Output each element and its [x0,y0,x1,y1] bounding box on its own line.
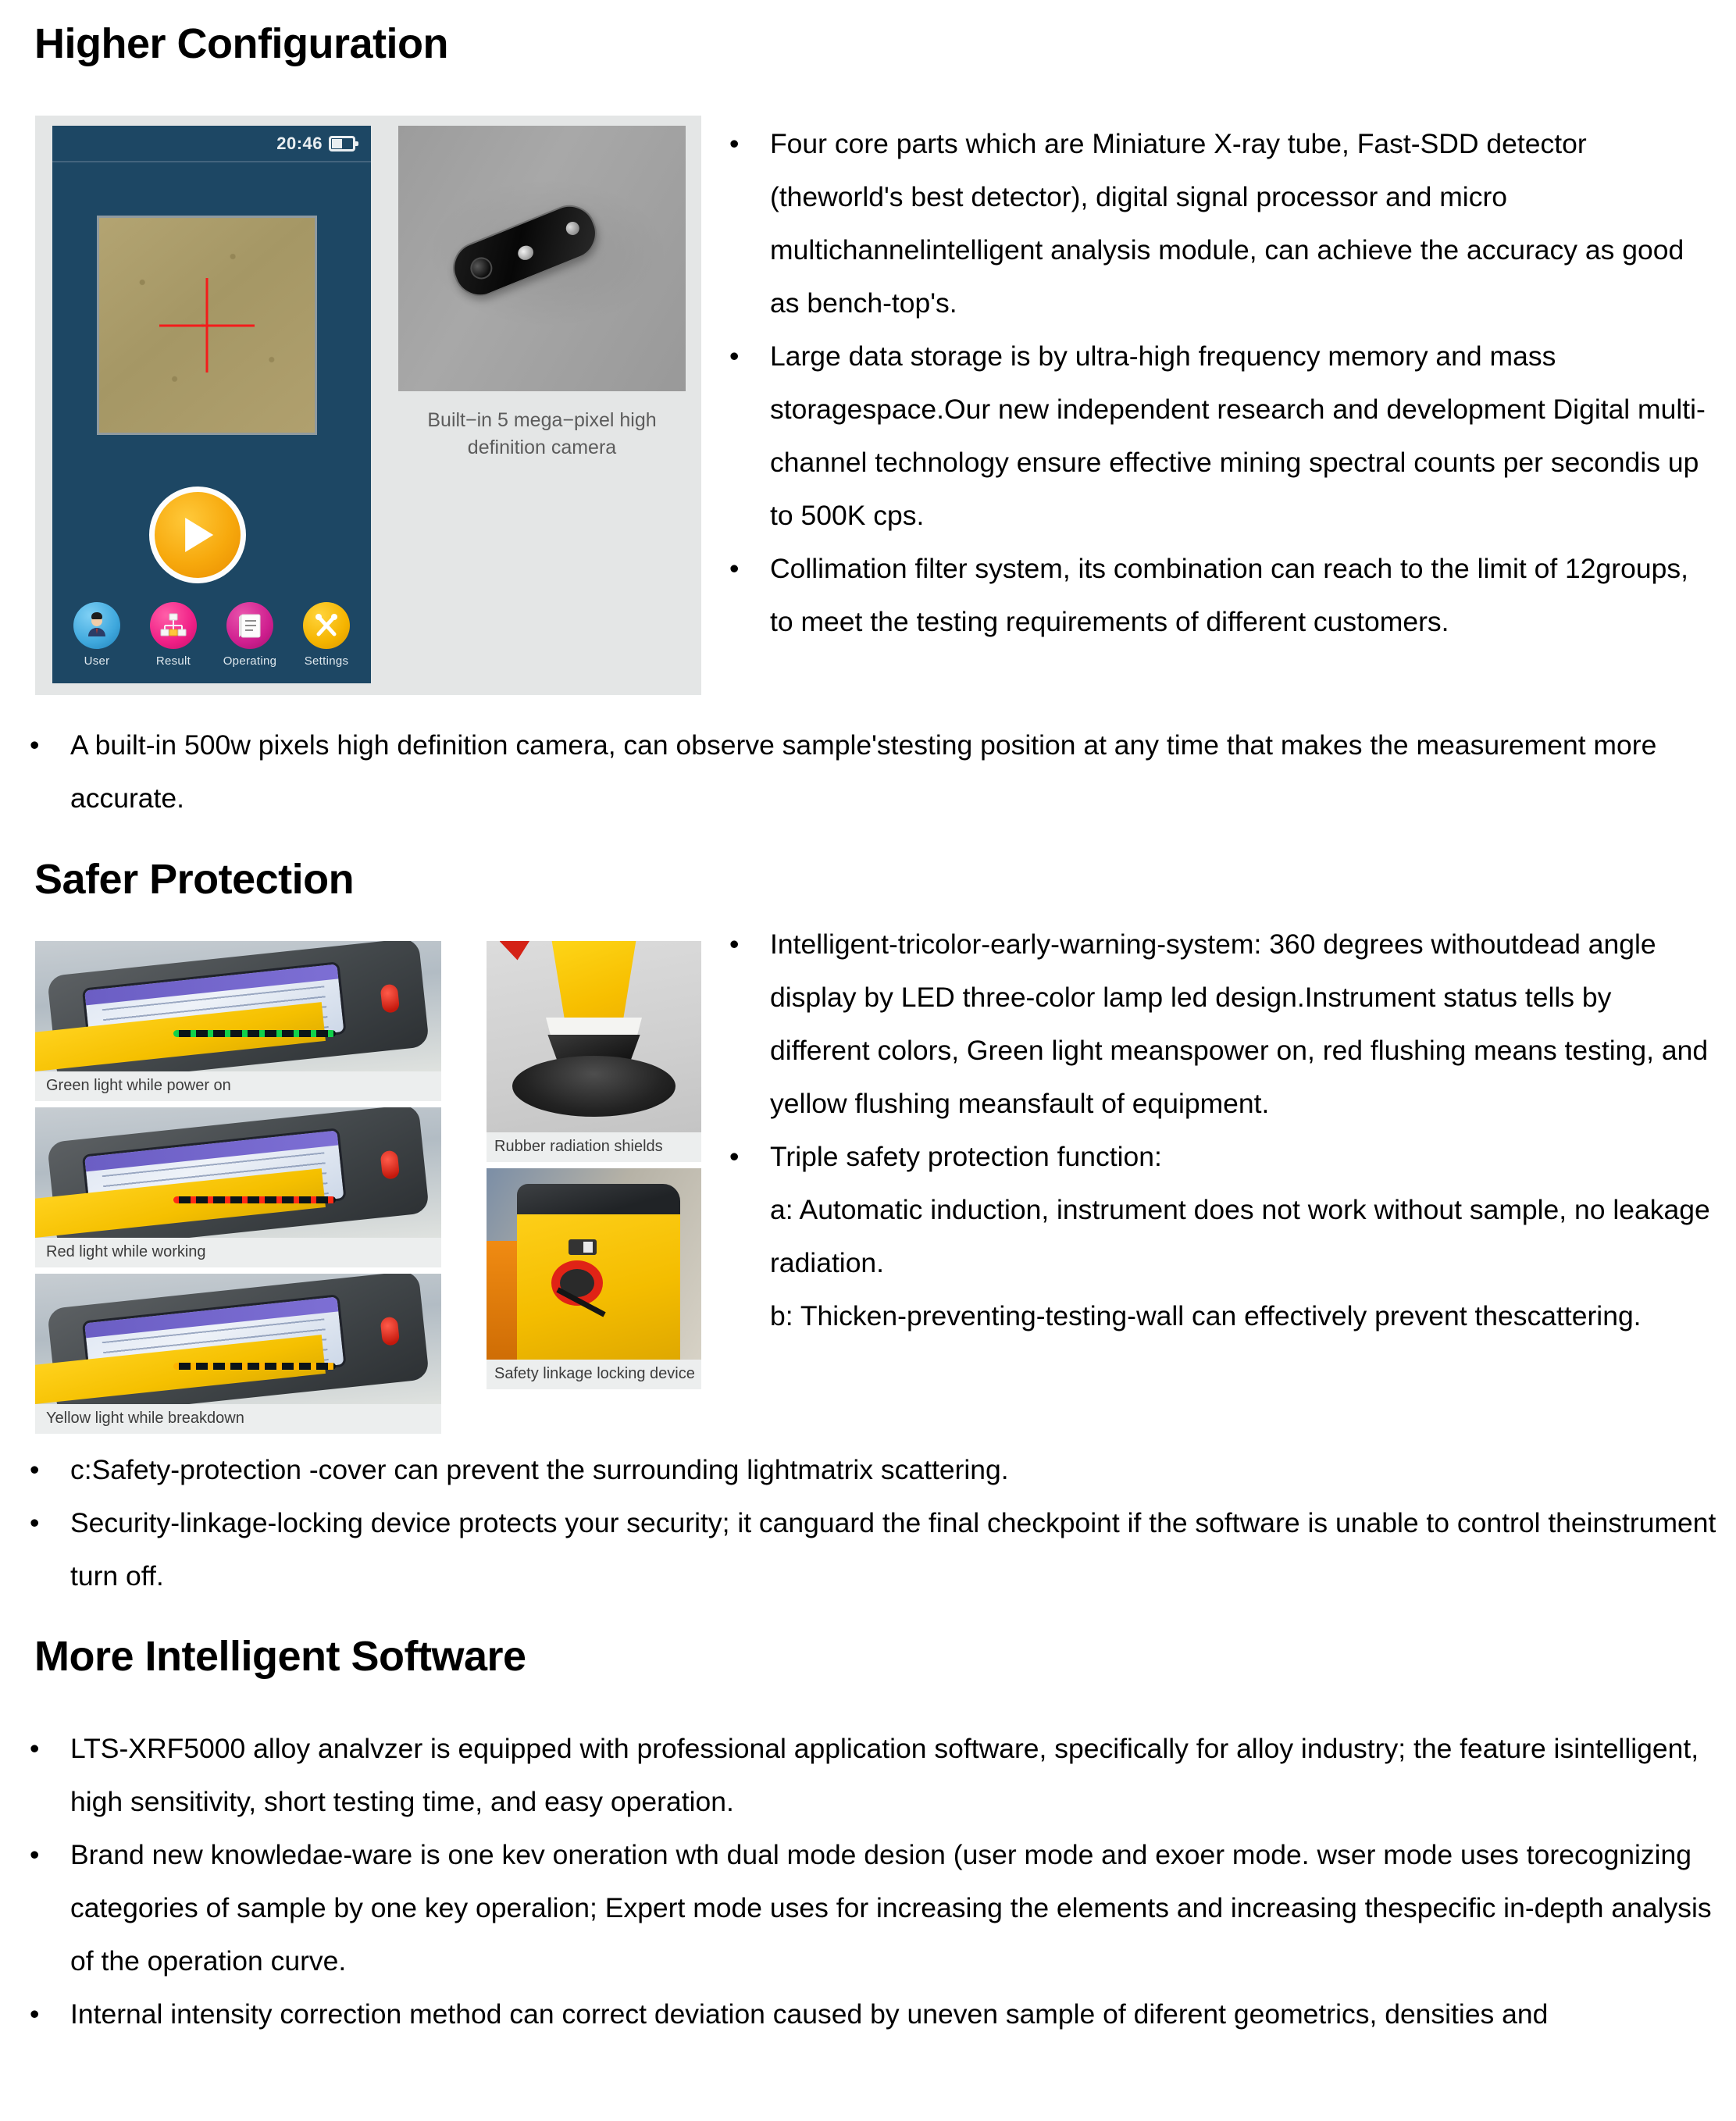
device-power-button [380,1150,400,1180]
led-indicator-green [173,1030,336,1037]
nav-item-settings[interactable] [294,602,359,668]
list-item-text: Four core parts which are Miniature X-ray tube, Fast-SDD detector (theworld's best detector), digital signal processor and micro multichannelintelligent analysis module, can achieve the accuracy as good as bench-top's. [770,128,1684,319]
document-icon [226,602,273,649]
device-bottom-nav [52,602,371,668]
device-photo-red [35,1107,441,1238]
device-status-bar [52,126,371,162]
lock-background-accent [487,1241,521,1360]
nav-item-user[interactable] [64,602,130,668]
network-icon [150,602,197,649]
led-indicator-yellow [173,1363,336,1370]
photo-caption: Red light while working [35,1238,441,1267]
list-item [19,1722,1721,1828]
shield-base-disc [512,1056,676,1117]
nav-item-result[interactable] [141,602,206,668]
nav-item-operating[interactable] [217,602,283,668]
safer-protection-image-panel [35,941,701,1433]
status-bar-time: 20:46 [276,134,323,153]
list-item-text: LTS-XRF5000 alloy analvzer is equipped with professional application software, specifically for alloy industry; the feature isintelligent, high sensitivity, short testing time, and easy operation. [70,1733,1699,1817]
list-item-text: Large data storage is by ultra-high frequency memory and mass storagespace.Our new independent research and development Digital multi-channel technology ensure effective mining spectral counts per secondis up to 500K cps. [770,340,1706,531]
bullet-dot-icon: • [30,1733,40,1764]
list-item-text: Intelligent-tricolor-early-warning-system: 360 degrees withoutdead angle display by LED three-color lamp led design.Instrument status tells by different colors, Green light meanspower on, red flushing means testing, and yellow flushing meansfault of equipment. [770,929,1709,1119]
list-item [718,918,1718,1130]
page-title-higher-configuration: Higher Configuration [34,20,448,67]
bullet-dot-icon: • [729,1141,740,1172]
camera-lens-icon [467,254,495,282]
photo-card-green-light [35,941,441,1101]
bullet-dot-icon: • [30,729,40,761]
list-item-text: Internal intensity correction method can correct deviation caused by uneven sample of diferent geometrics, densities and [70,1998,1549,2030]
camera-sensor-icon [564,219,581,237]
list-item [718,117,1718,330]
list-item [718,330,1718,542]
photo-caption: Green light while power on [35,1071,441,1101]
shield-red-accent [500,941,530,961]
camera-preview-area [97,216,317,435]
nav-label-result: Result [155,654,191,668]
user-icon [73,602,120,649]
list-item [19,718,1721,825]
safety-detail-photo-column [487,941,701,1389]
nav-label-settings: Settings [304,654,349,668]
more-intelligent-software-bullets [19,1722,1721,2041]
higher-configuration-bullets-bottom [19,718,1721,825]
device-screen-screenshot [52,126,371,683]
device-power-button [380,1317,400,1346]
device-photo-yellow [35,1274,441,1404]
photo-card-safety-lock [487,1168,701,1389]
higher-configuration-bullets-right [718,117,1718,648]
bullet-dot-icon: • [729,128,740,159]
camera-module-body [445,197,604,304]
photo-card-yellow-light [35,1274,441,1434]
nav-label-operating: Operating [223,654,277,668]
photo-caption: Yellow light while breakdown [35,1404,441,1434]
bullet-dot-icon: • [729,929,740,960]
photo-caption: Rubber radiation shields [487,1132,701,1162]
sub-list-item-b: b: Thicken-preventing-testing-wall can effectively prevent thescattering. [770,1300,1642,1331]
list-item [718,542,1718,648]
start-test-play-button[interactable] [149,487,246,583]
list-item-text: c:Safety-protection -cover can prevent the surrounding lightmatrix scattering. [70,1454,1009,1485]
list-item [19,1443,1721,1496]
photo-caption: Safety linkage locking device [487,1360,701,1389]
tools-icon [303,602,350,649]
photo-card-rubber-shield [487,941,701,1162]
bullet-dot-icon: • [30,1839,40,1870]
bullet-dot-icon: • [30,1454,40,1485]
page-title-safer-protection: Safer Protection [34,856,355,903]
higher-configuration-image-panel [35,116,701,695]
list-item [19,1496,1721,1602]
safer-protection-bullets-right [718,918,1718,1342]
safer-protection-bullets-bottom [19,1443,1721,1602]
device-power-button [380,984,400,1014]
camera-flash-icon [515,243,535,262]
device-photo-green [35,941,441,1071]
bullet-dot-icon: • [30,1998,40,2030]
camera-photo-caption: Built−in 5 mega−pixel high definition camera [427,409,657,458]
page-title-more-intelligent-software: More Intelligent Software [34,1633,526,1680]
list-item-text: Collimation filter system, its combination can reach to the limit of 12groups, to meet the testing requirements of different customers. [770,553,1688,637]
sub-list-item-a: a: Automatic induction, instrument does not work without sample, no leakage radiation. [770,1194,1710,1278]
list-item [19,1987,1721,2041]
list-item [19,1828,1721,1987]
lock-device-top [517,1184,680,1214]
list-item [718,1130,1718,1342]
list-item-text: A built-in 500w pixels high definition camera, can observe sample'stesting position at any time that makes the measurement more accurate. [70,729,1657,814]
list-item-text: Security-linkage-locking device protects your security; it canguard the final checkpoint if the software is unable to control theinstrument turn off. [70,1507,1716,1592]
list-item-text: Brand new knowledae-ware is one kev oneration wth dual mode desion (user mode and exoer mode. wser mode uses torecognizing categories of sample by one key operalion; Expert mode uses for increasing the elements and increasing thespecific in-depth analysis of the operation curve. [70,1839,1712,1977]
led-status-photo-column [35,941,441,1434]
camera-photo-block [398,126,686,683]
bullet-dot-icon: • [30,1507,40,1538]
bullet-dot-icon: • [729,553,740,584]
bullet-dot-icon: • [729,340,740,372]
led-indicator-red [173,1196,336,1203]
safety-lock-photo [487,1168,701,1360]
nav-label-user: User [84,654,110,668]
play-icon [185,518,213,552]
crosshair-horizontal-icon [159,324,254,326]
rubber-shield-photo [487,941,701,1132]
camera-module-photo [398,126,686,391]
list-item-text: Triple safety protection function: [770,1141,1162,1172]
lock-slot-icon [569,1239,597,1255]
photo-card-red-light [35,1107,441,1267]
battery-icon [329,136,355,152]
